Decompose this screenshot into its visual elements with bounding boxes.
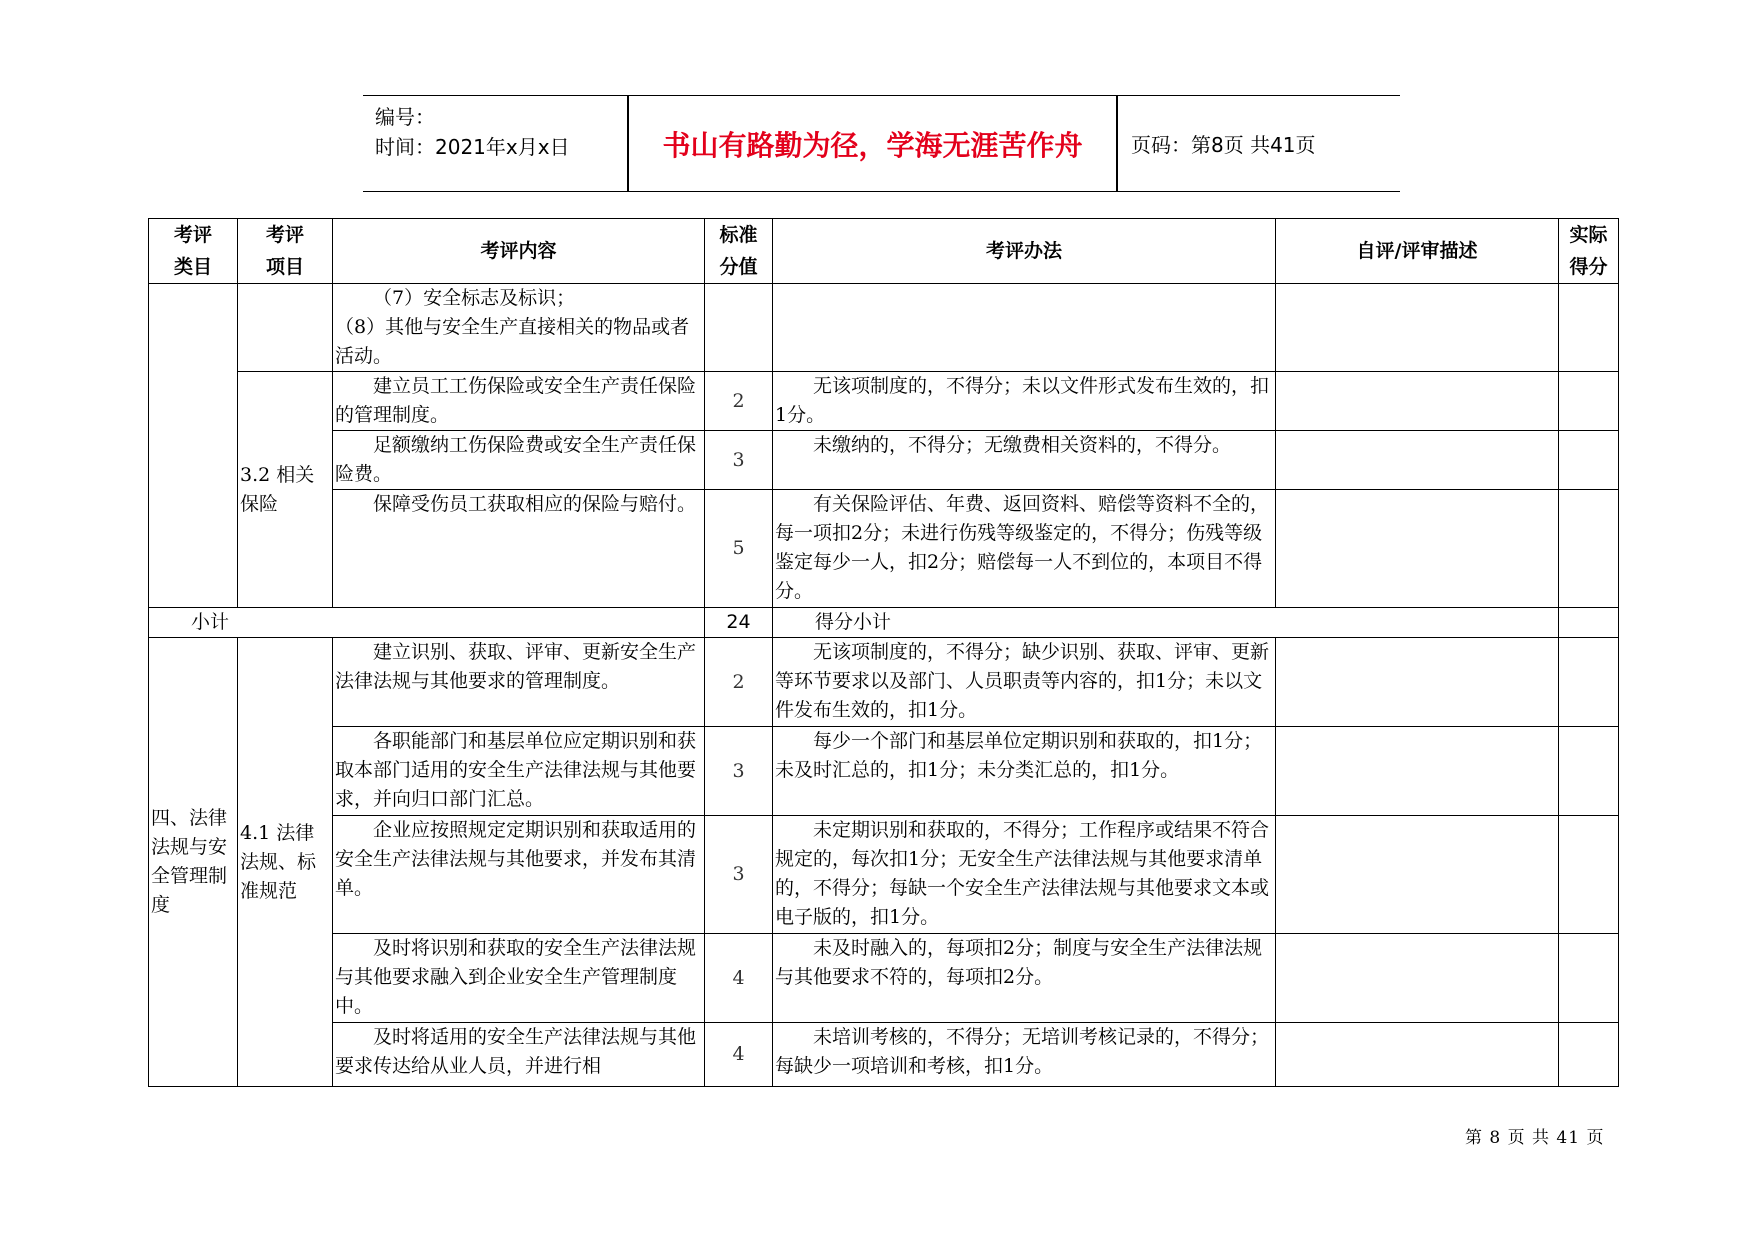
table-row — [149, 490, 1619, 608]
description-cell — [1276, 1023, 1559, 1087]
description-cell — [1276, 372, 1559, 431]
score-cell — [705, 284, 773, 372]
table-row — [149, 431, 1619, 490]
description-cell — [1276, 490, 1559, 608]
method-cell: 未定期识别和获取的，不得分；工作程序或结果不符合规定的，每次扣1分；无安全生产法律法规与其他要求清单的，不得分；每缺一个安全生产法律法规与其他要求文本或电子版的，扣1分。 — [773, 816, 1276, 934]
score-cell: 5 — [705, 490, 773, 608]
content-cell: 建立识别、获取、评审、更新安全生产法律法规与其他要求的管理制度。 — [333, 638, 705, 727]
description-cell — [1276, 727, 1559, 816]
actual-score-cell — [1559, 727, 1619, 816]
description-cell — [1276, 816, 1559, 934]
item-cell — [238, 284, 333, 372]
content-cell: 及时将识别和获取的安全生产法律法规与其他要求融入到企业安全生产管理制度中。 — [333, 934, 705, 1023]
header-divider — [1116, 96, 1118, 191]
table-row — [149, 816, 1619, 934]
method-cell: 未缴纳的，不得分；无缴费相关资料的，不得分。 — [773, 431, 1276, 490]
page-header — [363, 95, 1400, 192]
method-cell: 有关保险评估、年费、返回资料、赔偿等资料不全的，每一项扣2分；未进行伤残等级鉴定的，不得分；伤残等级鉴定每少一人，扣2分；赔偿每一人不到位的，本项目不得分。 — [773, 490, 1276, 608]
number-label: 编号： — [375, 105, 435, 129]
method-cell: 无该项制度的，不得分；缺少识别、获取、评审、更新等环节要求以及部门、人员职责等内容的，扣1分；未以文件发布生效的，扣1分。 — [773, 638, 1276, 727]
score-cell: 3 — [705, 431, 773, 490]
table-row — [149, 1023, 1619, 1087]
method-cell: 未及时融入的，每项扣2分；制度与安全生产法律法规与其他要求不符的，每项扣2分。 — [773, 934, 1276, 1023]
time-label: 时间：2021年x月x日 — [375, 135, 570, 159]
score-cell: 4 — [705, 934, 773, 1023]
method-cell — [773, 284, 1276, 372]
method-cell: 未培训考核的，不得分；无培训考核记录的，不得分；每缺少一项培训和考核，扣1分。 — [773, 1023, 1276, 1087]
score-subtotal-label: 得分小计 — [773, 608, 1559, 638]
actual-score-cell — [1559, 490, 1619, 608]
header-page-label: 页码：第8页 共41页 — [1131, 133, 1316, 157]
header-content: 考评内容 — [333, 219, 705, 284]
item-cell: 4.1 法律法规、标准规范 — [238, 638, 333, 1087]
description-cell — [1276, 638, 1559, 727]
table-row — [149, 934, 1619, 1023]
page-footer: 第 8 页 共 41 页 — [1465, 1128, 1605, 1148]
header-score: 标准分值 — [705, 219, 773, 284]
header-method: 考评办法 — [773, 219, 1276, 284]
score-cell: 2 — [705, 372, 773, 431]
description-cell — [1276, 934, 1559, 1023]
actual-score-cell — [1559, 284, 1619, 372]
method-cell: 每少一个部门和基层单位定期识别和获取的，扣1分；未及时汇总的，扣1分；未分类汇总的，扣1分。 — [773, 727, 1276, 816]
item-cell: 3.2 相关保险 — [238, 372, 333, 608]
table-header-row — [149, 219, 1619, 284]
actual-score-cell — [1559, 934, 1619, 1023]
content-cell: 建立员工工伤保险或安全生产责任保险的管理制度。 — [333, 372, 705, 431]
category-cell: 四、法律法规与安全管理制度 — [149, 638, 238, 1087]
table-row — [149, 372, 1619, 431]
actual-score-cell — [1559, 608, 1619, 638]
table-row — [149, 638, 1619, 727]
score-cell: 2 — [705, 638, 773, 727]
header-description: 自评/评审描述 — [1276, 219, 1559, 284]
subtotal-row — [149, 608, 1619, 638]
header-actual-score: 实际得分 — [1559, 219, 1619, 284]
score-cell: 3 — [705, 727, 773, 816]
table-row — [149, 284, 1619, 372]
header-item: 考评项目 — [238, 219, 333, 284]
actual-score-cell — [1559, 816, 1619, 934]
content-cell: （7）安全标志及标识； （8）其他与安全生产直接相关的物品或者活动。 — [333, 284, 705, 372]
actual-score-cell — [1559, 638, 1619, 727]
actual-score-cell — [1559, 1023, 1619, 1087]
content-cell: 各职能部门和基层单位应定期识别和获取本部门适用的安全生产法律法规与其他要求，并向归口部门汇总。 — [333, 727, 705, 816]
description-cell — [1276, 431, 1559, 490]
category-cell — [149, 284, 238, 608]
content-cell: 及时将适用的安全生产法律法规与其他要求传达给从业人员，并进行相 — [333, 1023, 705, 1087]
actual-score-cell — [1559, 372, 1619, 431]
subtotal-score: 24 — [705, 608, 773, 638]
score-cell: 3 — [705, 816, 773, 934]
header-category: 考评类目 — [149, 219, 238, 284]
table-row — [149, 727, 1619, 816]
header-info — [375, 102, 570, 162]
evaluation-table — [148, 218, 1619, 1087]
method-cell: 无该项制度的，不得分；未以文件形式发布生效的，扣1分。 — [773, 372, 1276, 431]
header-motto: 书山有路勤为径，学海无涯苦作舟 — [662, 128, 1083, 162]
content-cell: 足额缴纳工伤保险费或安全生产责任保险费。 — [333, 431, 705, 490]
content-cell: 企业应按照规定定期识别和获取适用的安全生产法律法规与其他要求，并发布其清单。 — [333, 816, 705, 934]
description-cell — [1276, 284, 1559, 372]
actual-score-cell — [1559, 431, 1619, 490]
subtotal-label: 小计 — [149, 608, 705, 638]
content-cell: 保障受伤员工获取相应的保险与赔付。 — [333, 490, 705, 608]
score-cell: 4 — [705, 1023, 773, 1087]
